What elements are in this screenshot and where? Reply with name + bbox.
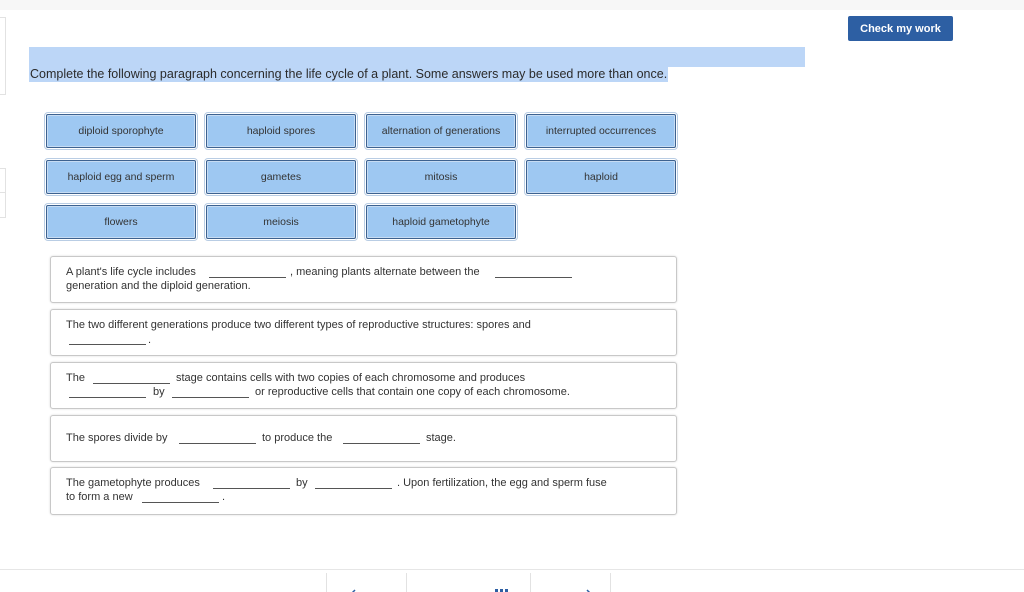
- sentence-box-4: [50, 415, 677, 462]
- divider: [530, 573, 531, 592]
- sentence-box-2: [50, 309, 677, 356]
- sentence-box-5: [50, 467, 677, 515]
- drop-blank[interactable]: [93, 383, 170, 384]
- sentence-box-1: [50, 256, 677, 303]
- answer-chip[interactable]: haploid spores: [206, 114, 356, 148]
- grid-icon: [425, 587, 515, 592]
- divider: [326, 573, 327, 592]
- drop-blank[interactable]: [69, 344, 146, 345]
- instructions-highlight: [29, 47, 805, 67]
- sentence-text: A plant's life cycle includes: [66, 266, 196, 278]
- answer-chip[interactable]: flowers: [46, 205, 196, 239]
- chevron-right-icon: [545, 587, 600, 592]
- sentence-text: The gametophyte produces: [66, 477, 200, 489]
- footer-divider: [0, 569, 1024, 570]
- drop-blank[interactable]: [179, 443, 256, 444]
- sentence-text: stage.: [426, 432, 456, 444]
- next-button[interactable]: [545, 585, 600, 592]
- chevron-left-icon: [345, 587, 395, 592]
- answer-chip[interactable]: haploid gametophyte: [366, 205, 516, 239]
- sentence-text: or reproductive cells that contain one copy of each chromosome.: [255, 386, 570, 398]
- answer-chip[interactable]: diploid sporophyte: [46, 114, 196, 148]
- drop-blank[interactable]: [142, 502, 219, 503]
- sentence-text: stage contains cells with two copies of each chromosome and produces: [176, 372, 526, 384]
- sentence-text: to produce the: [262, 432, 333, 444]
- sentence-text: to form a new: [66, 491, 133, 503]
- sentence-box-3: [50, 362, 677, 409]
- check-my-work-button[interactable]: Check my work: [848, 16, 953, 41]
- drop-blank[interactable]: [172, 397, 249, 398]
- page-indicator[interactable]: [425, 585, 515, 592]
- answer-chip[interactable]: gametes: [206, 160, 356, 194]
- sentence-text: The: [66, 372, 85, 384]
- divider: [610, 573, 611, 592]
- drop-blank[interactable]: [209, 277, 286, 278]
- instructions-text: Complete the following paragraph concerning the life cycle of a plant. Some answers may be used more than once.: [30, 67, 668, 81]
- sentence-text: .: [222, 491, 226, 503]
- top-bar: [0, 0, 1024, 10]
- sentence-text: .: [148, 334, 152, 346]
- drop-blank[interactable]: [343, 443, 420, 444]
- drop-blank[interactable]: [213, 488, 290, 489]
- side-tab[interactable]: [0, 17, 6, 95]
- drop-blank[interactable]: [495, 277, 572, 278]
- sentence-text: by: [153, 386, 165, 398]
- answer-chip[interactable]: meiosis: [206, 205, 356, 239]
- sentence-text: . Upon fertilization, the egg and sperm fuse: [397, 477, 607, 489]
- divider: [0, 192, 5, 193]
- answer-chip[interactable]: haploid: [526, 160, 676, 194]
- answer-chip[interactable]: haploid egg and sperm: [46, 160, 196, 194]
- answer-chip[interactable]: interrupted occurrences: [526, 114, 676, 148]
- drop-blank[interactable]: [69, 397, 146, 398]
- sentence-text: The spores divide by: [66, 432, 168, 444]
- sentence-text: The two different generations produce two different types of reproductive structures: spores and: [66, 319, 531, 331]
- sentence-text: generation and the diploid generation.: [66, 280, 251, 292]
- side-tab-group[interactable]: [0, 168, 6, 218]
- sentence-text: by: [296, 477, 308, 489]
- answer-chip[interactable]: mitosis: [366, 160, 516, 194]
- prev-button[interactable]: [345, 585, 395, 592]
- drop-blank[interactable]: [315, 488, 392, 489]
- answer-chip[interactable]: alternation of generations: [366, 114, 516, 148]
- sentence-text: , meaning plants alternate between the: [290, 266, 480, 278]
- divider: [406, 573, 407, 592]
